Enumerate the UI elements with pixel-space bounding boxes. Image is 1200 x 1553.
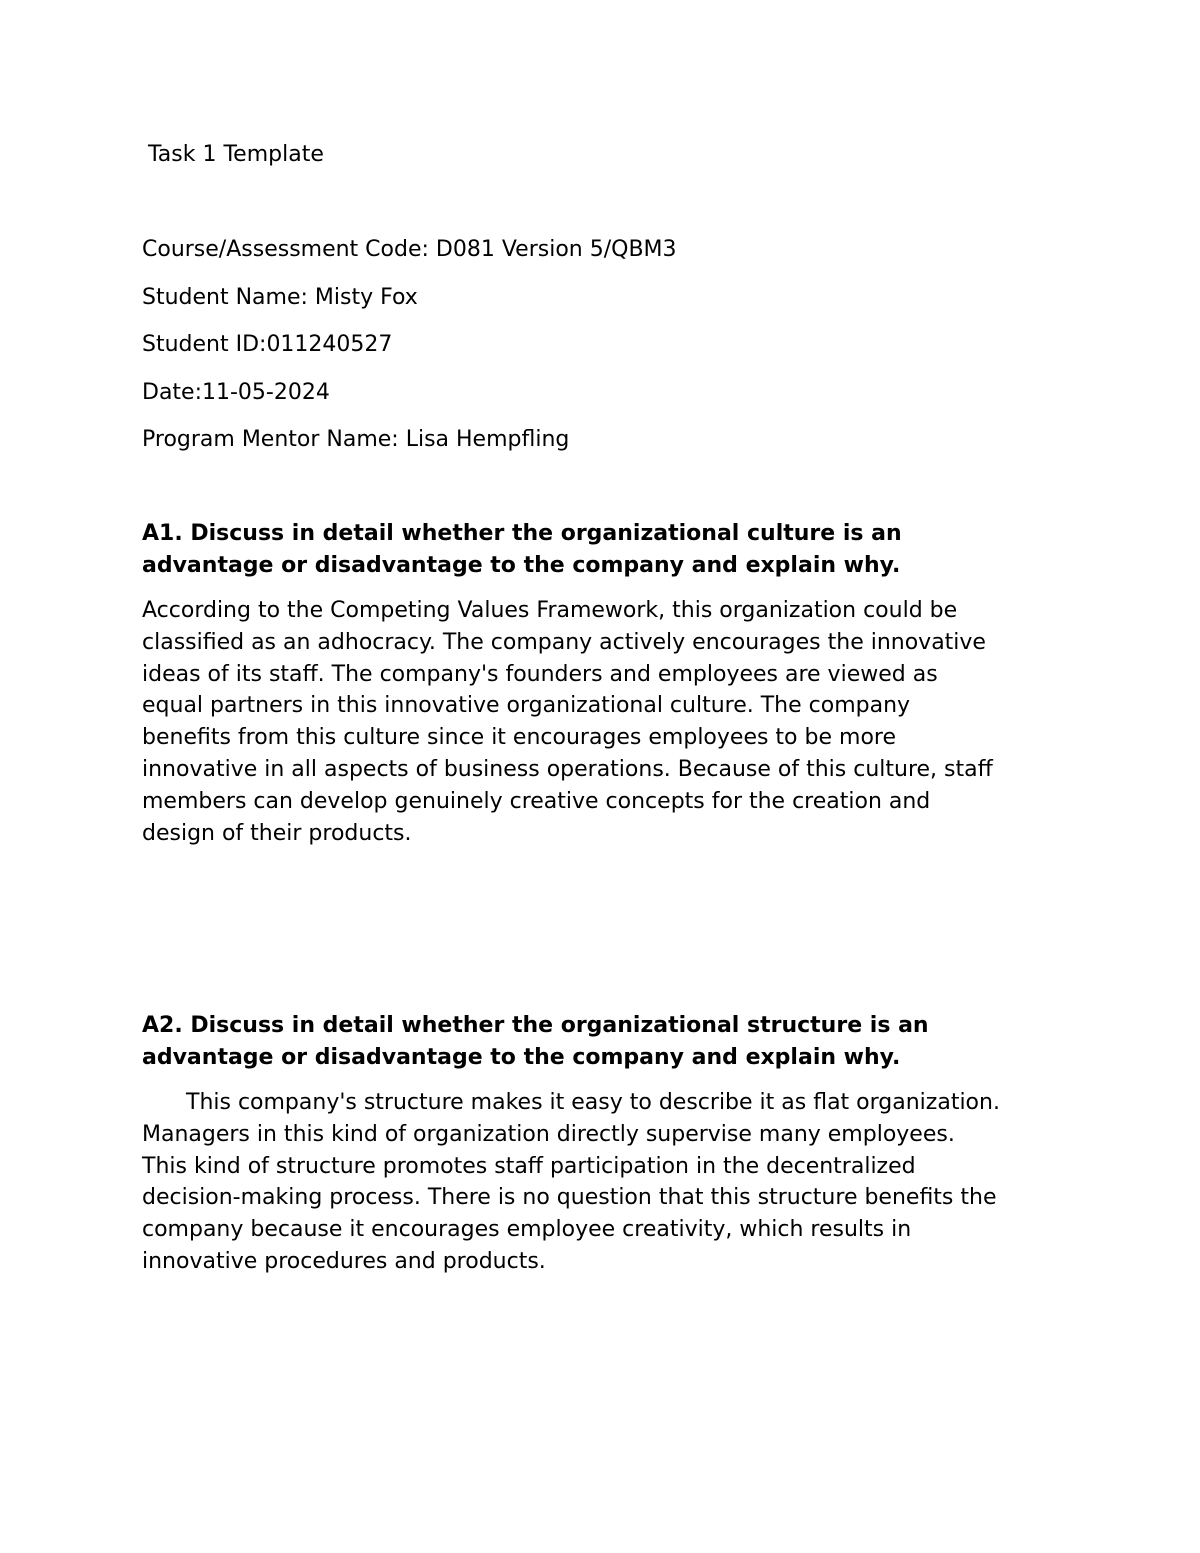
section-a2-body xyxy=(142,1087,1102,1278)
section-a1-heading: A1. Discuss in detail whether the organizational culture is an advantage or disadvantage to the company and explain why. xyxy=(142,521,902,578)
student-name-line: Student Name: Misty Fox xyxy=(142,284,418,310)
section-a1 xyxy=(142,518,1102,849)
student-id-line: Student ID:011240527 xyxy=(142,332,393,357)
mentor-name-line: Program Mentor Name: Lisa Hempfling xyxy=(142,427,570,452)
section-a2 xyxy=(142,1010,1102,1278)
section-a2-heading: A2. Discuss in detail whether the organizational structure is an advantage or disadvantage to the company and explain why. xyxy=(142,1013,929,1070)
date-line: Date:11-05-2024 xyxy=(142,379,330,405)
section-a1-body: According to the Competing Values Framework, this organization could be classified as an adhocracy. The company actively encourages the innovative ideas of its staff. The company's founders and employees are viewed as equal partners in this innovative organizational culture. The company benefits from this culture since it encourages employees to be more innovative in all aspects of business operations. Because of this culture, staff members can develop genuinely creative concepts for the creation and design of their products. xyxy=(142,598,993,846)
student-info-block xyxy=(142,234,1102,472)
course-code-line: Course/Assessment Code: D081 Version 5/QBM3 xyxy=(142,237,677,262)
section-a2-body-text: This company's structure makes it easy to describe it as flat organization. Managers in this kind of organization directly supervise many employees. This kind of structure promotes staff participation in the decentralized decision-making process. There is no question that this structure benefits the company because it encourages employee creativity, which results in innovative procedures and products. xyxy=(142,1090,1000,1274)
document-title: Task 1 Template xyxy=(148,142,324,167)
